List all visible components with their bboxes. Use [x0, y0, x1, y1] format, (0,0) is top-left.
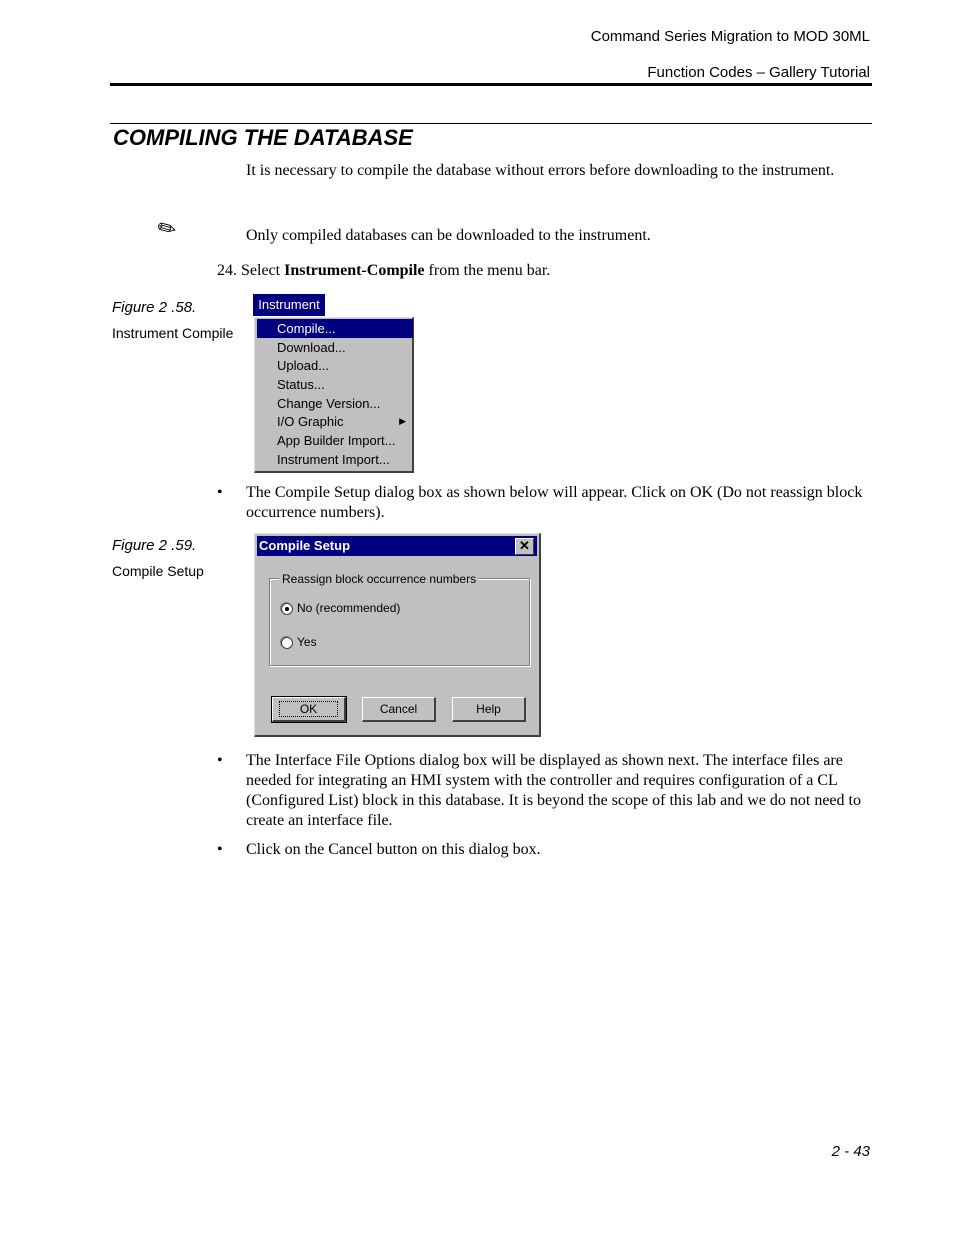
bullet-click-cancel: Click on the Cancel button on this dialog box.: [246, 841, 541, 858]
section-rule: [110, 123, 872, 124]
cancel-button[interactable]: Cancel: [362, 697, 436, 722]
bullet-compile-setup: The Compile Setup dialog box as shown below will appear. Click on OK (Do not reassign block occurrence numbers).: [246, 484, 863, 521]
header-title: Command Series Migration to MOD 30ML: [590, 28, 870, 45]
header-rule: [110, 83, 872, 86]
header-subtitle: Function Codes – Gallery Tutorial: [647, 64, 870, 81]
menu-item-compile[interactable]: Compile...: [257, 319, 413, 338]
dialog-title: Compile Setup: [259, 538, 351, 553]
step-number: 24.: [217, 262, 237, 279]
bullet-icon: •: [217, 752, 223, 769]
bullet-icon: •: [217, 484, 223, 501]
help-button[interactable]: Help: [452, 697, 526, 722]
menu-item-io-graphic-label: I/O Graphic: [277, 414, 344, 429]
figure-58-caption: Instrument Compile: [112, 325, 234, 341]
ok-button[interactable]: [272, 697, 346, 722]
menu-item-app-builder-import[interactable]: App Builder Import...: [277, 433, 396, 448]
radio-no-label: No (recommended): [297, 601, 401, 615]
step-pre: Select: [241, 262, 281, 279]
compile-setup-dialog: [254, 533, 541, 737]
step-24: [217, 261, 550, 281]
reassign-group-label: Reassign block occurrence numbers: [279, 572, 479, 586]
pencil-note-icon: ✎: [152, 213, 182, 245]
radio-yes-label: Yes: [297, 635, 317, 649]
menu-item-status[interactable]: Status...: [277, 377, 325, 392]
menu-item-change-version[interactable]: Change Version...: [277, 396, 381, 411]
ok-button-label: OK: [279, 701, 338, 717]
menu-instrument[interactable]: Instrument: [253, 294, 325, 316]
step-menu-path: Instrument-Compile: [284, 262, 425, 279]
menu-item-download[interactable]: Download...: [277, 340, 346, 355]
figure-58-label: Figure 2 .58.: [112, 299, 197, 316]
radio-yes[interactable]: [281, 637, 293, 649]
bullet-interface-file: The Interface File Options dialog box will be displayed as shown next. The interface files are needed for integrating an HMI system with the controller and requires configuration of a CL (Configured List) block in this database. It is beyond the scope of this lab and we do not need to create an interface file.: [246, 752, 861, 829]
figure-59-caption: Compile Setup: [112, 563, 204, 579]
instrument-menu: [254, 317, 414, 473]
close-icon[interactable]: ✕: [515, 538, 534, 555]
bullet-icon: •: [217, 841, 223, 858]
reassign-groupbox: [269, 578, 530, 666]
intro-paragraph: It is necessary to compile the database without errors before downloading to the instrument.: [246, 162, 835, 179]
figure-59-label: Figure 2 .59.: [112, 537, 197, 554]
menu-item-io-graphic[interactable]: [257, 412, 412, 431]
radio-no-recommended[interactable]: [281, 603, 293, 615]
menu-item-upload[interactable]: Upload...: [277, 358, 330, 373]
step-post: from the menu bar.: [428, 262, 551, 279]
menu-item-instrument-import[interactable]: Instrument Import...: [277, 452, 390, 467]
section-title: COMPILING THE DATABASE: [113, 125, 413, 150]
dialog-titlebar: [257, 536, 537, 556]
note-text: Only compiled databases can be downloaded to the instrument.: [246, 227, 651, 244]
submenu-arrow-icon: ▶: [399, 416, 406, 426]
page-number: 2 - 43: [831, 1143, 870, 1160]
